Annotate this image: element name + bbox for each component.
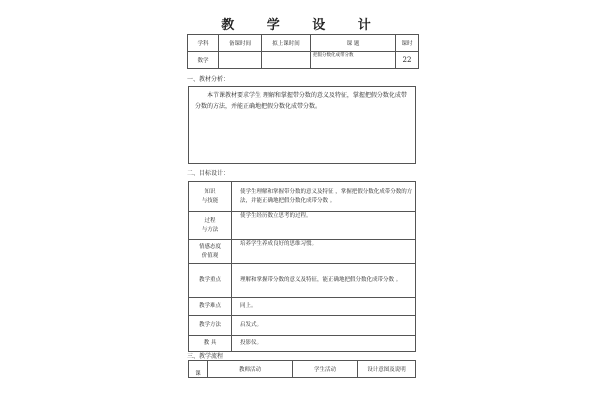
goal-label-process: 过程 与方法 [189,212,232,240]
goal-value-tools: 投影仪。 [232,336,416,352]
header-col-class-time: 拟上课时间 [262,35,311,52]
goal-value-knowledge: 使学生理解和掌握带分数的意义及特征 ，掌握把假分数化成带分数的方法，并能正确地把假分数化成带分数 。 [232,182,416,212]
flow-table [188,360,416,378]
header-col-subject: 学科 [188,35,219,52]
header-topic-value: 把假分数化成带分数 [311,52,396,69]
goal-label-knowledge: 知识 与技能 [189,182,232,212]
goal-label-tools: 教 具 [189,336,232,352]
analysis-box [188,86,416,164]
goals-table [188,181,416,352]
document-page [183,0,423,400]
flow-heading: 三、教学流程 [187,353,224,360]
flow-col-intent: 设计意图及说明 [358,361,416,378]
goal-value-process: 使学生经历数立思考的过程。 [232,212,416,240]
header-col-prep-time: 备课时间 [219,35,262,52]
flow-row-label: 课 [189,361,208,378]
header-subject-value: 数学 [188,52,219,69]
goal-label-key-point: 教学重点 [189,264,232,298]
flow-col-teacher: 教师活动 [208,361,293,378]
goal-value-method: 启发式。 [232,316,416,336]
analysis-heading: 一、教材分析： [187,76,230,83]
header-hours-value: 22 [396,52,419,69]
analysis-text: 本节课教材要求学生 理解和掌握带分数的意义及特征，掌握把假分数化成带分数的方法，并能正确地把假分数化成带分数。 [195,92,407,110]
header-class-time-value [262,52,311,69]
page-title: 教 学 设 计 [221,18,385,33]
goal-label-method: 教学方法 [189,316,232,336]
goal-value-key-point: 理解和掌握带分数的意义及特征，能正确地把假分数化成带分数 。 [232,264,416,298]
goal-label-attitude: 情感态度 价值观 [189,240,232,264]
goals-heading: 二、目标设计： [187,170,230,177]
header-col-topic: 课 题 [311,35,396,52]
flow-col-student: 学生活动 [293,361,358,378]
header-prep-time-value [219,52,262,69]
goal-label-difficulty: 教学难点 [189,298,232,316]
goal-value-attitude: 培养学生养成良好的思维习惯。 [232,240,416,264]
header-table [187,34,419,69]
header-col-hours: 课时 [396,35,419,52]
goal-value-difficulty: 同上。 [232,298,416,316]
